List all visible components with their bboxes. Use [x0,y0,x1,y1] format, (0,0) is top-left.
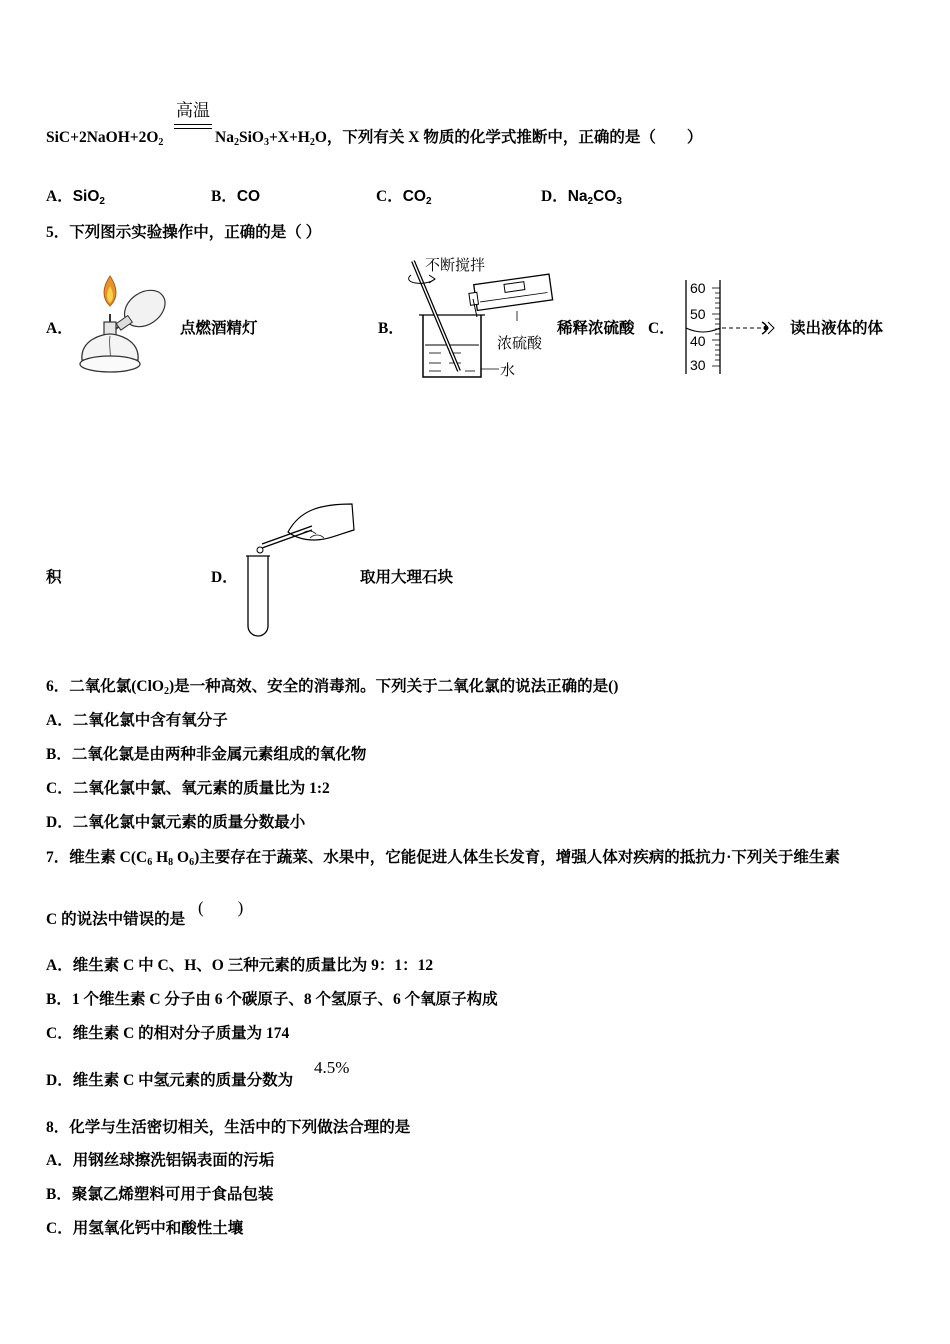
reaction-condition: 高温 [176,101,210,120]
q7-option-d-value: 4.5% [314,1058,350,1077]
tick-label: 40 [690,333,706,349]
q6-option-b: B．二氧化氯是由两种非金属元素组成的氧化物 [46,746,367,763]
condition-arrow-line-top [174,124,212,125]
q5-option-d-letter: D． [211,569,238,586]
equation-right: $Na_2SiO_3+X+H_2O$，下列有关 X 物质的化学式推断中，正确的是（ ） [215,129,703,148]
q8-option-a: A．用钢丝球擦洗铝锅表面的污垢 [46,1152,275,1169]
q5-option-c-letter: C． [648,320,675,337]
equation-left: $SiC+2NaOH+2O_2$ [46,129,164,148]
q8-stem: 8．化学与生活密切相关，生活中的下列做法合理的是 [46,1119,411,1136]
tick-label: 60 [690,280,706,296]
q8-option-c: C．用氢氧化钙中和酸性土壤 [46,1220,244,1237]
q7-option-a: A．维生素 C 中 C、H、O 三种元素的质量比为 9：1：12 [46,957,434,974]
q5-stem: 5．下列图示实验操作中，正确的是（ ） [46,224,322,241]
q5-option-c-label-cont: 积 [46,569,62,586]
q5-option-a-letter: A． [46,320,73,337]
q4-option-b: B．CO [211,188,261,205]
q7-option-b: B．1 个维生素 C 分子由 6 个碳原子、8 个氢原子、6 个氧原子构成 [46,991,498,1008]
q7-option-d: D．维生素 C 中氢元素的质量分数为 [46,1072,294,1089]
q7-option-c: C．维生素 C 的相对分子质量为 174 [46,1025,290,1042]
tick-label: 30 [690,357,706,373]
q6-stem: 6．二氧化氯(ClO$_2$)是一种高效、安全的消毒剂。下列关于二氧化氯的说法正确的是() [46,678,619,697]
q6-option-a: A．二氧化氯中含有氧分子 [46,712,228,729]
condition-arrow-line-bottom [174,128,212,129]
q5-option-c-label: 读出液体的体 [790,320,884,337]
fig-label-stir: 不断搅拌 [425,257,486,274]
cylinder-figure [682,278,782,378]
q5-option-a-label: 点燃酒精灯 [180,320,258,337]
q5-option-b-label: 稀释浓硫酸 [557,320,635,337]
q5-option-d-label: 取用大理石块 [360,569,454,586]
q7-stem: 7．维生素 $C(C_6$ $H_8$ $O_6$)主要存在于蔬菜、水果中，它能促进人体生长发育，增强人体对疾病的抵抗力·下列关于维生素 [46,849,840,868]
q4-option-c: C．$CO_2$ [376,188,432,207]
q6-option-d: D．二氧化氯中氯元素的质量分数最小 [46,814,306,831]
q6-option-c: C．二氧化氯中氯、氧元素的质量比为 1:2 [46,780,330,797]
q5-option-b-letter: B． [378,320,404,337]
test-tube-figure [240,500,360,640]
tick-label: 50 [690,306,706,322]
q8-option-b: B．聚氯乙烯塑料可用于食品包装 [46,1186,274,1203]
q4-option-a: A．SiO$_2$ [46,188,105,207]
q7-stem-line2: C 的说法中错误的是 [46,911,186,928]
fig-label-water: 水 [500,362,516,379]
q7-answer-paren: ( ) [198,898,244,917]
q4-option-d: D．$Na_2CO_3$ [541,188,622,207]
alcohol-lamp-figure [72,270,172,378]
fig-label-acid: 浓硫酸 [497,335,543,352]
dilution-figure [405,253,555,383]
